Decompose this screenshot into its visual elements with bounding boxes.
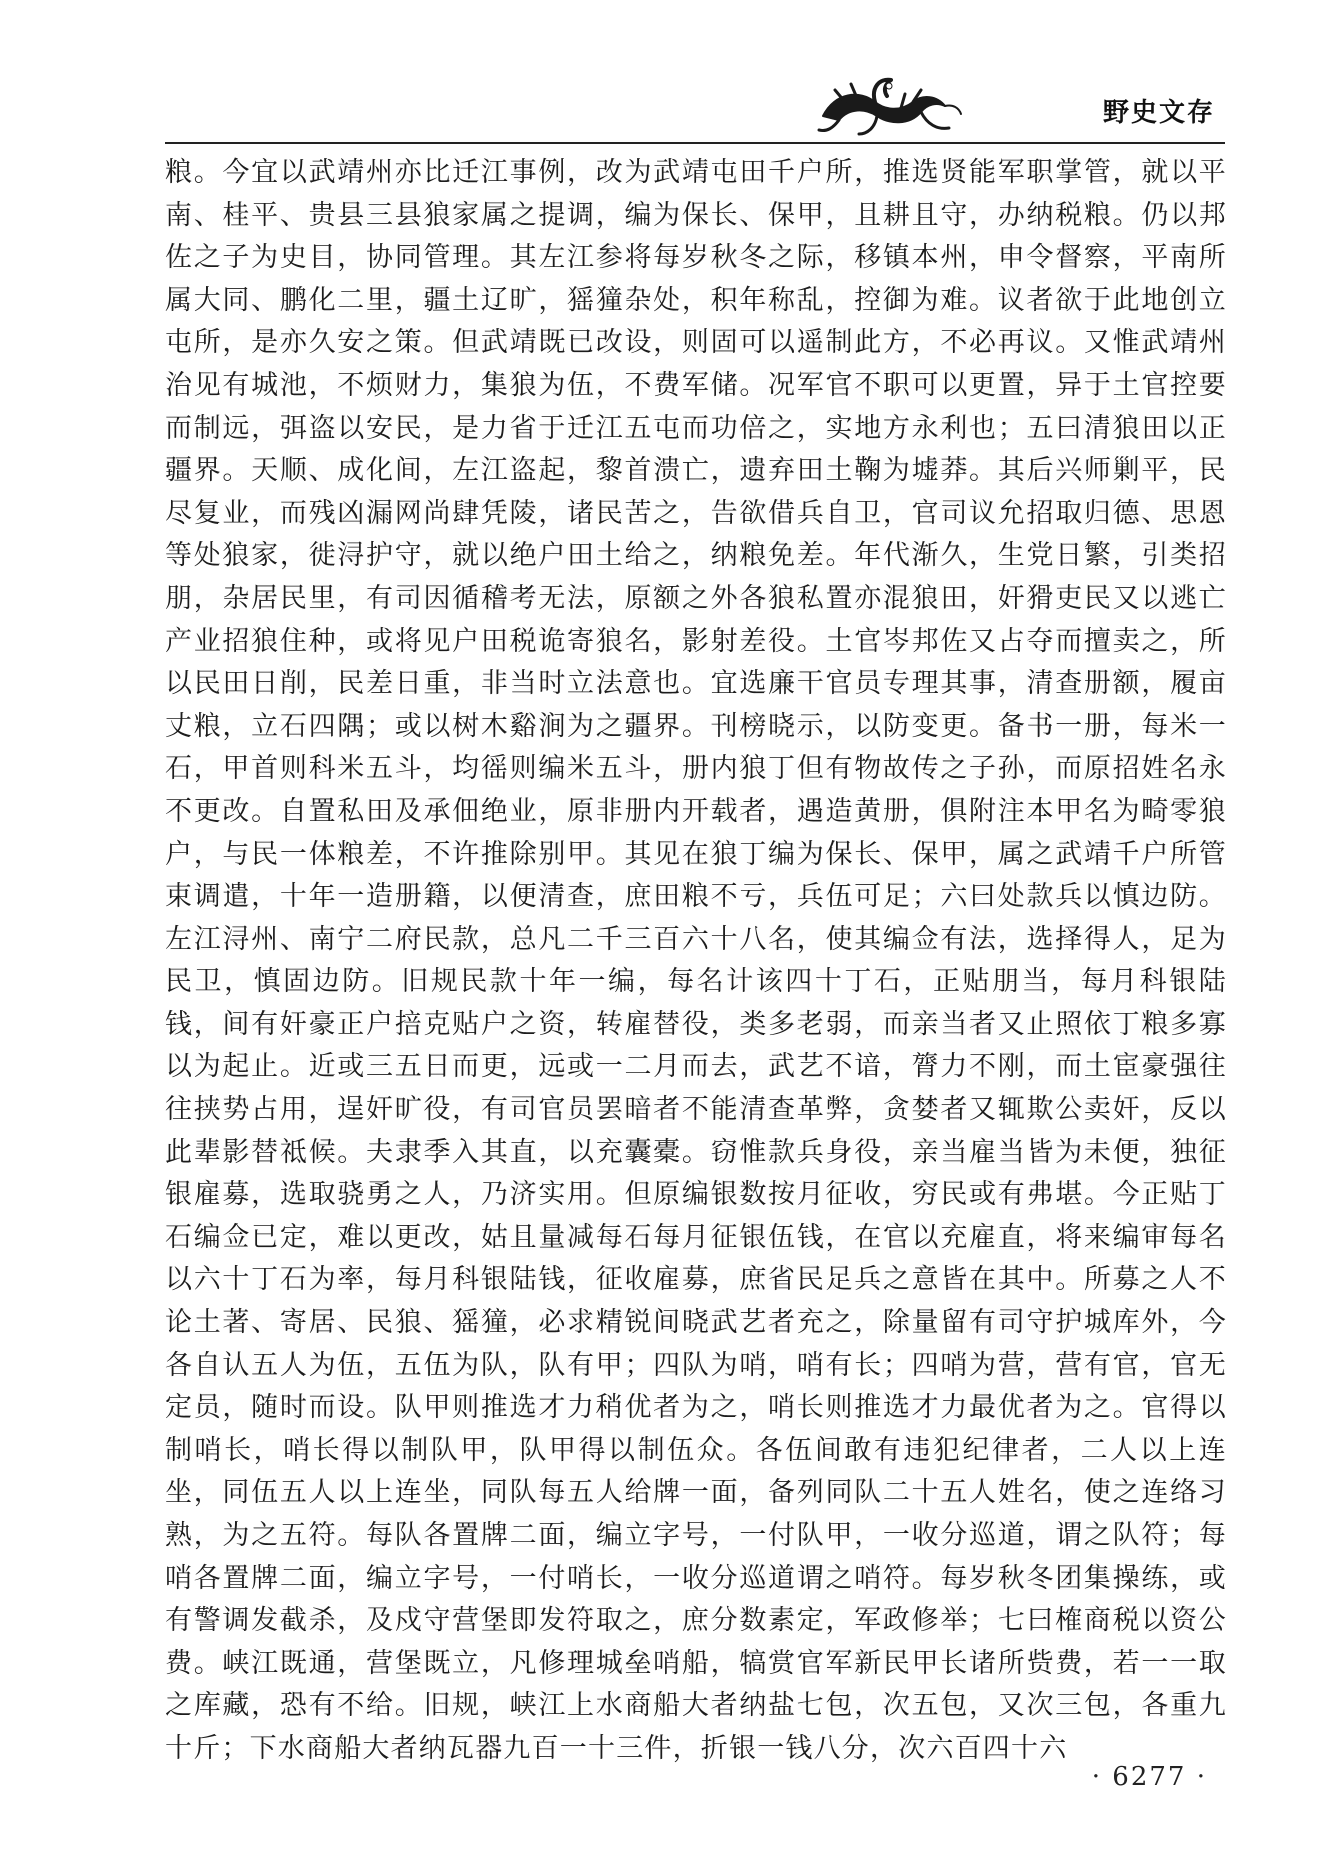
body-paragraph: 粮。今宜以武靖州亦比迁江事例，改为武靖屯田千户所，推选贤能军职掌管，就以平南、桂平、贵县三县狼家属之提调，编为保长、保甲，且耕且守，办纳税粮。仍以邦佐之子为史目，协同管理。其左江参将每岁秋冬之际，移镇本州，申令督察，平南所属大同、鹏化二里，疆土辽旷，猺獞杂处，积年称乱，控御为难。议者欲于此地创立屯所，是亦久安之策。但武靖既已改设，则固可以遥制此方，不必再议。又惟武靖州治见有城池，不烦财力，集狼为伍，不费军储。况军官不职可以更置，异于土官控要而制远，弭盗以安民，是力省于迁江五屯而功倍之，实地方永利也；五曰清狼田以正疆界。天顺、成化间，左江盗起，黎首溃亡，遗弃田土鞠为墟莽。其后兴师剿平，民尽复业，而残凶漏网尚肆凭陵，诸民苦之，告欲借兵自卫，官司议允招取归德、思恩等处狼家，徙浔护守，就以绝户田土给之，纳粮免差。年代渐久，生党日繁，引类招朋，杂居民里，有司因循稽考无法，原额之外各狼私置亦混狼田，奸猾吏民又以逃亡产业招狼住种，或将见户田税诡寄狼名，影射差役。土官岑邦佐又占夺而擅卖之，所以民田日削，民差日重，非当时立法意也。宜选廉干官员专理其事，清查册额，履亩丈粮，立石四隅；或以树木谿涧为之疆界。刊榜晓示，以防变更。备书一册，每米一石，甲首则科米五斗，均徭则编米五斗，册内狼丁但有物故传之子孙，而原招姓名永不更改。自置私田及承佃绝业，原非册内开载者，遇造黄册，俱附注本甲名为畸零狼户，与民一体粮差，不许推除别甲。其见在狼丁编为保长、保甲，属之武靖千户所管束调遣，十年一造册籍，以便清查，庶田粮不亏，兵伍可足；六曰处款兵以慎边防。左江浔州、南宁二府民款，总凡二千三百六十八名，使其编佥有法，选择得人，足为民卫，慎固边防。旧规民款十年一编，每名计该四十丁石，正贴朋当，每月科银陆钱，间有奸豪正户掊克贴户之资，转雇替役，类多老弱，而亲当者又止照依丁粮多寡以为起止。近或三五日而更，远或一二月而去，武艺不谙，膂力不刚，而土宦豪强往往挟势占用，逞奸旷役，有司官员罢暗者不能清查革弊，贪婪者又辄欺公卖奸，反以此辈影替祗候。夫隶季入其直，以充囊橐。窃惟款兵身役，亲当雇当皆为未便，独征银雇募，选取骁勇之人，乃济实用。但原编银数按月征收，穷民或有弗堪。今正贴丁石编佥已定，难以更改，姑且量减每石每月征银伍钱，在官以充雇直，将来编审每名以六十丁石为率，每月科银陆钱，征收雇募，庶省民足兵之意皆在其中。所募之人不论土著、寄居、民狼、猺獞，必求精锐间晓武艺者充之，除量留有司守护城库外，今各自认五人为伍，五伍为队，队有甲；四队为哨，哨有长；四哨为营，营有官，官无定员，随时而设。队甲则推选才力稍优者为之，哨长则推选才力最优者为之。官得以制哨长，哨长得以制队甲，队甲得以制伍众。各伍间敢有违犯纪律者，二人以上连坐，同伍五人以上连坐，同队每五人给牌一面，备列同队二十五人姓名，使之连络习熟，为之五符。每队各置牌二面，编立字号，一付队甲，一收分巡道，谓之队符；每哨各置牌二面，编立字号，一付哨长，一收分巡道谓之哨符。每岁秋冬团集操练，或有警调发截杀，及戍守营堡即发符取之，庶分数素定，军政修举；七曰榷商税以资公费。峡江既通，营堡既立，凡修理城垒哨船，犒赏官军新民甲长诸所赀费，若一一取之库藏，恐有不给。旧规，峡江上水商船大者纳盐七包，次五包，又次三包，各重九十斤；下水商船大者纳瓦器九百一十三件，折银一钱八分，次六百四十六 [165,157,1227,1764]
page-header [165,72,1225,152]
header-rule [165,142,1225,144]
series-title: 野史文存 [1102,98,1215,128]
dragon-icon [805,72,965,140]
page-number: · 6277 · [1091,1762,1207,1792]
body-text [165,152,1227,1771]
